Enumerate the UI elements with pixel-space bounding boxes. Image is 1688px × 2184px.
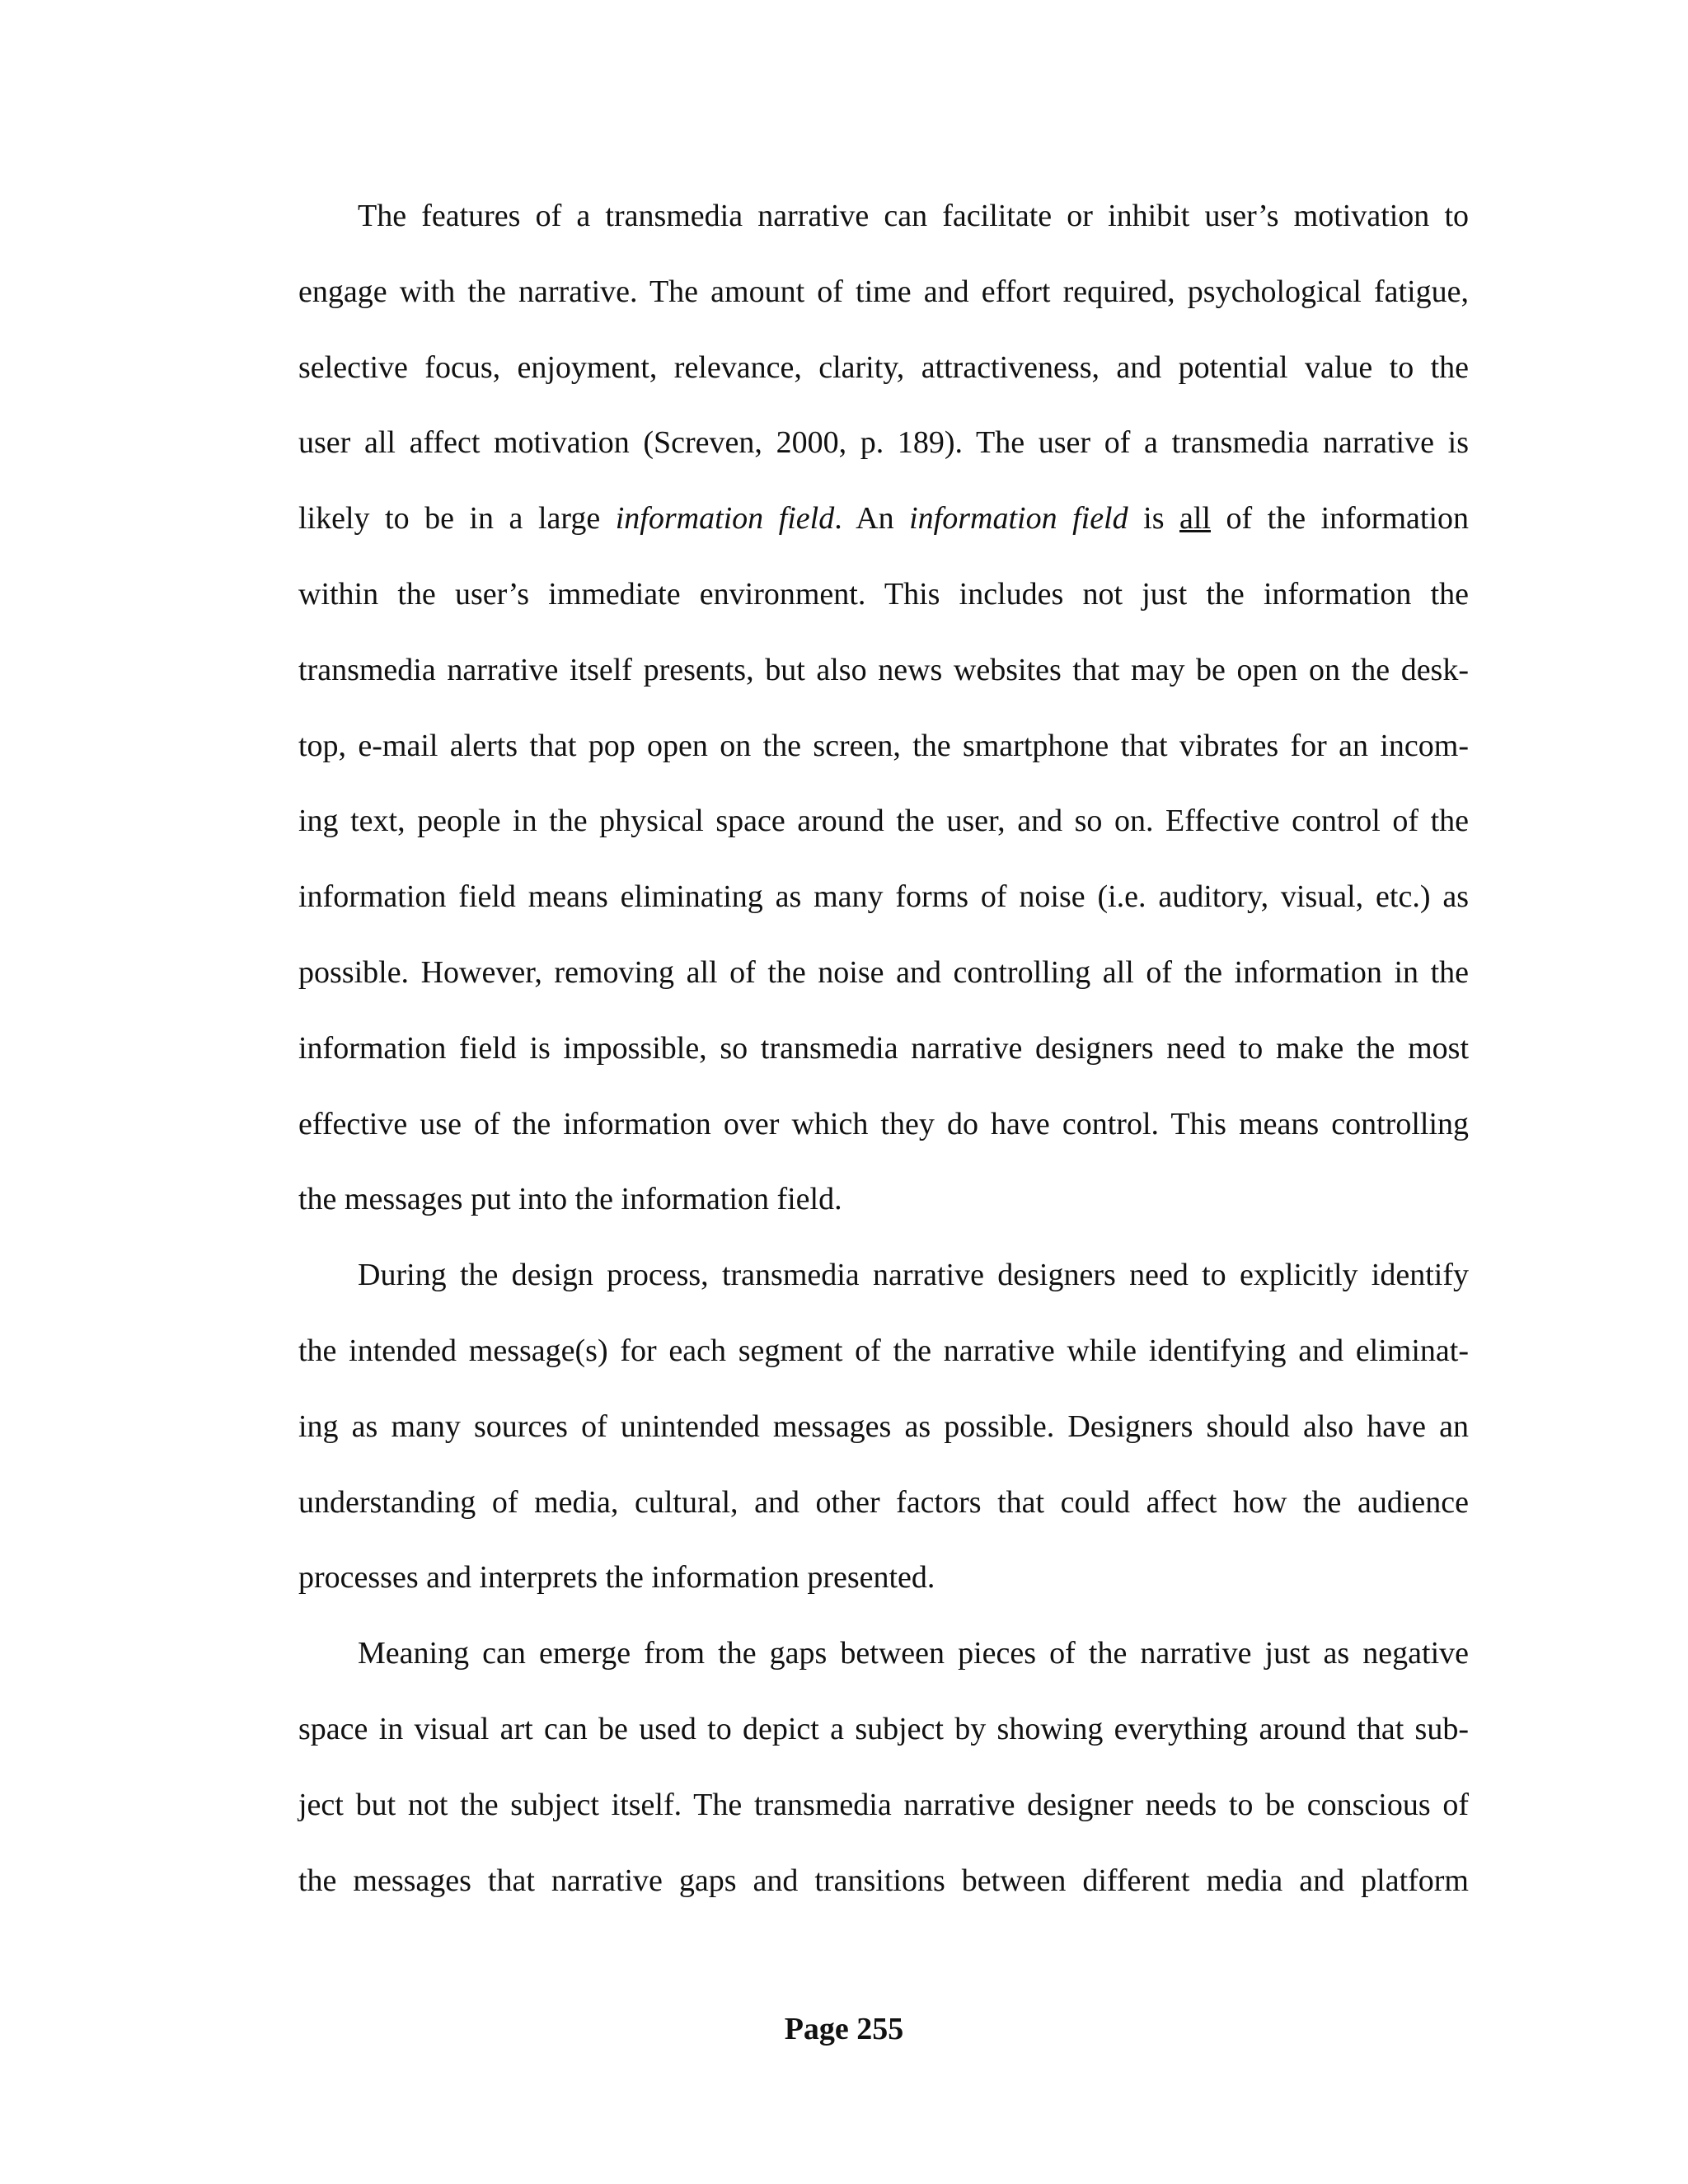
text-line: the messages that narrative gaps and transitions between different media and platform bbox=[298, 1863, 1469, 1898]
page-body bbox=[298, 189, 1469, 1929]
text-line: space in visual art can be used to depict a subject by showing everything around that sub- bbox=[298, 1711, 1469, 1746]
text-line: the messages put into the information field. bbox=[298, 1182, 842, 1217]
text-line: selective focus, enjoyment, relevance, clarity, attractiveness, and potential value to the bbox=[298, 349, 1469, 385]
paragraph-1 bbox=[298, 189, 1469, 1248]
text-line: user all affect motivation (Screven, 2000, p. 189). The user of a transmedia narrative is bbox=[298, 425, 1469, 461]
text-line: information field means eliminating as many forms of noise (i.e. auditory, visual, etc.) as bbox=[298, 879, 1469, 915]
text-line: ing as many sources of unintended messages as possible. Designers should also have an bbox=[298, 1408, 1469, 1444]
text-line: the intended message(s) for each segment of the narrative while identifying and eliminat- bbox=[298, 1333, 1469, 1368]
text-line: information field is impossible, so transmedia narrative designers need to make the most bbox=[298, 1030, 1469, 1066]
text-line: possible. However, removing all of the noise and controlling all of the information in the bbox=[298, 954, 1469, 990]
page-number: Page 255 bbox=[784, 2012, 904, 2046]
underlined-word: all bbox=[1179, 501, 1211, 537]
text-line: top, e-mail alerts that pop open on the screen, the smartphone that vibrates for an incom- bbox=[298, 728, 1469, 763]
text-segment: . An bbox=[834, 501, 910, 537]
text-line: The features of a transmedia narrative can facilitate or inhibit user’s motivation to bbox=[358, 199, 1469, 233]
italic-term: information field bbox=[909, 501, 1128, 537]
text-line: During the design process, transmedia narrative designers need to explicitly identify bbox=[358, 1258, 1469, 1293]
text-segment: is bbox=[1128, 501, 1179, 537]
text-line: transmedia narrative itself presents, but also news websites that may be open on the desk- bbox=[298, 652, 1469, 687]
italic-term: information field bbox=[615, 501, 835, 537]
text-line: ject but not the subject itself. The transmedia narrative designer needs to be conscious of bbox=[298, 1787, 1469, 1822]
text-segment: of the information bbox=[1210, 501, 1469, 537]
text-line-with-emphasis bbox=[298, 491, 1469, 567]
text-line: Meaning can emerge from the gaps between pieces of the narrative just as negative bbox=[358, 1636, 1469, 1671]
text-line: engage with the narrative. The amount of time and effort required, psychological fatigue, bbox=[298, 274, 1469, 309]
text-line: ing text, people in the physical space around the user, and so on. Effective control of the bbox=[298, 804, 1469, 839]
text-segment: likely to be in a large bbox=[298, 501, 616, 537]
text-line: understanding of media, cultural, and other factors that could affect how the audience bbox=[298, 1484, 1469, 1520]
paragraph-2 bbox=[298, 1248, 1469, 1626]
paragraph-3 bbox=[298, 1626, 1469, 1929]
text-line: processes and interprets the information presented. bbox=[298, 1560, 935, 1596]
text-line: within the user’s immediate environment. This includes not just the information the bbox=[298, 576, 1469, 612]
text-line: effective use of the information over which they do have control. This means controlling bbox=[298, 1106, 1469, 1141]
